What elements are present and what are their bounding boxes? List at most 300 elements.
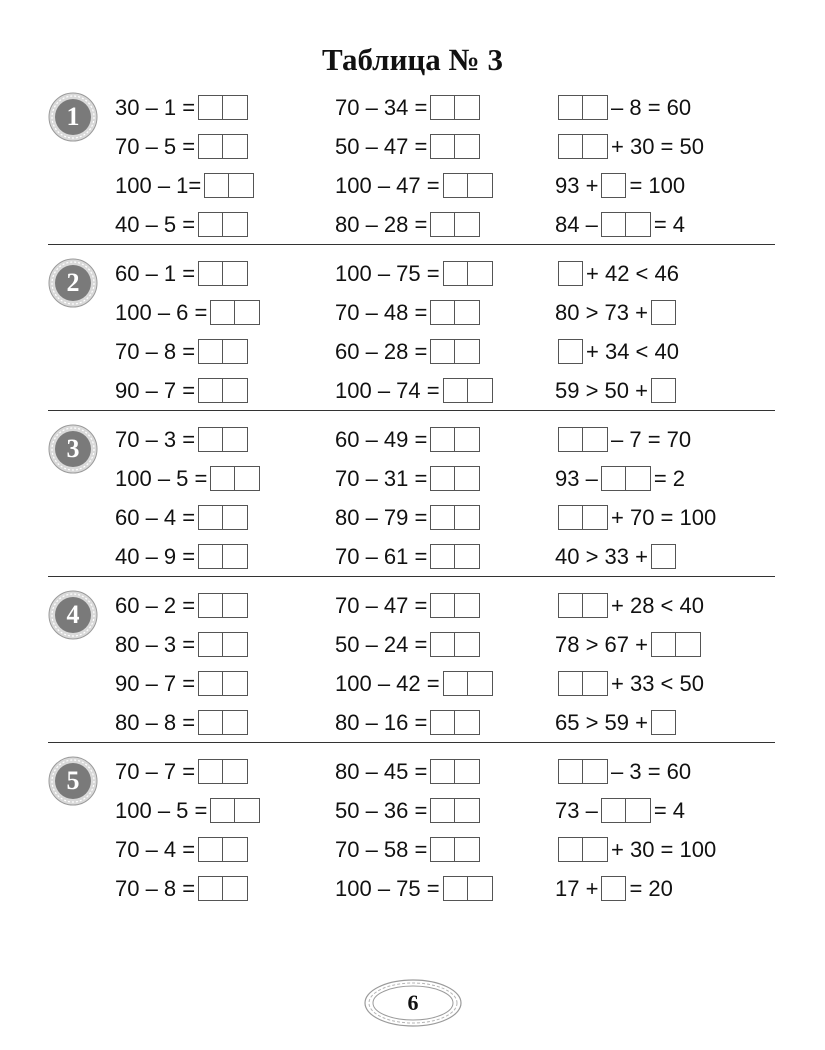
math-exercise [115, 586, 251, 625]
answer-box[interactable] [198, 261, 223, 286]
answer-box[interactable] [430, 759, 455, 784]
math-exercise [335, 625, 496, 664]
exercise-text: = 2 [653, 465, 686, 491]
exercise-section [0, 86, 825, 252]
answer-boxes[interactable] [430, 300, 480, 325]
math-exercise [555, 88, 704, 127]
answer-boxes[interactable] [430, 95, 480, 120]
answer-box[interactable] [558, 593, 583, 618]
answer-boxes[interactable] [430, 339, 480, 364]
answer-boxes[interactable] [430, 134, 480, 159]
answer-boxes[interactable] [558, 339, 583, 364]
exercise-text: 59 > 50 + [555, 377, 648, 403]
answer-box[interactable] [198, 876, 223, 901]
answer-boxes[interactable] [430, 759, 480, 784]
math-exercise [555, 254, 679, 293]
exercise-text: 80 > 73 + [555, 299, 648, 325]
answer-box[interactable] [626, 798, 651, 823]
answer-box[interactable] [583, 505, 608, 530]
answer-box[interactable] [235, 300, 260, 325]
answer-box[interactable] [198, 339, 223, 364]
answer-box[interactable] [223, 95, 248, 120]
exercise-column [555, 420, 716, 576]
math-exercise [555, 869, 716, 908]
exercise-text: + 42 < 46 [586, 260, 679, 286]
answer-boxes[interactable] [210, 300, 260, 325]
exercise-text: 60 – 2 = [115, 592, 196, 618]
answer-box[interactable] [455, 212, 480, 237]
answer-box[interactable] [601, 173, 626, 198]
answer-box[interactable] [430, 212, 455, 237]
answer-boxes[interactable] [601, 466, 651, 491]
answer-box[interactable] [443, 671, 468, 696]
section-divider [48, 576, 775, 577]
answer-boxes[interactable] [601, 798, 651, 823]
answer-box[interactable] [430, 632, 455, 657]
answer-box[interactable] [229, 173, 254, 198]
math-exercise [555, 459, 716, 498]
math-exercise [335, 830, 496, 869]
answer-boxes[interactable] [198, 505, 248, 530]
answer-box[interactable] [558, 427, 583, 452]
exercise-text: 40 > 33 + [555, 543, 648, 569]
math-exercise [335, 166, 496, 205]
exercise-text: – 7 = 70 [611, 426, 692, 452]
answer-boxes[interactable] [430, 710, 480, 735]
exercise-text: + 70 = 100 [611, 504, 717, 530]
answer-box[interactable] [558, 134, 583, 159]
answer-boxes[interactable] [430, 593, 480, 618]
answer-box[interactable] [583, 759, 608, 784]
exercise-text: 70 – 5 = [115, 133, 196, 159]
section-number: 2 [66, 268, 80, 297]
section-divider [48, 244, 775, 245]
exercise-text: 70 – 4 = [115, 836, 196, 862]
answer-box[interactable] [223, 378, 248, 403]
answer-box[interactable] [651, 632, 676, 657]
answer-boxes[interactable] [198, 134, 248, 159]
answer-box[interactable] [583, 427, 608, 452]
answer-boxes[interactable] [601, 173, 626, 198]
answer-box[interactable] [198, 544, 223, 569]
answer-box[interactable] [198, 759, 223, 784]
section-number: 4 [66, 600, 80, 629]
exercise-section [0, 252, 825, 418]
math-exercise [335, 205, 496, 244]
exercise-text: 90 – 7 = [115, 670, 196, 696]
answer-box[interactable] [626, 466, 651, 491]
exercise-text: 80 – 8 = [115, 709, 196, 735]
answer-box[interactable] [468, 261, 493, 286]
answer-box[interactable] [455, 798, 480, 823]
exercise-column [335, 88, 496, 244]
answer-boxes[interactable] [430, 427, 480, 452]
math-exercise [115, 625, 251, 664]
math-exercise [555, 166, 704, 205]
answer-box[interactable] [198, 671, 223, 696]
exercise-text: 70 – 47 = [335, 592, 428, 618]
answer-box[interactable] [601, 212, 626, 237]
math-exercise [335, 459, 483, 498]
math-exercise [555, 586, 704, 625]
answer-boxes[interactable] [651, 710, 676, 735]
answer-box[interactable] [455, 759, 480, 784]
exercise-column [115, 752, 263, 908]
answer-boxes[interactable] [558, 593, 608, 618]
math-exercise [115, 127, 257, 166]
exercise-column [115, 420, 263, 576]
answer-box[interactable] [468, 378, 493, 403]
exercise-text: 40 – 5 = [115, 211, 196, 237]
answer-box[interactable] [223, 544, 248, 569]
answer-box[interactable] [455, 837, 480, 862]
answer-box[interactable] [235, 798, 260, 823]
answer-boxes[interactable] [198, 544, 248, 569]
answer-boxes[interactable] [601, 212, 651, 237]
exercise-text: 73 – [555, 797, 598, 823]
math-exercise [115, 205, 257, 244]
answer-boxes[interactable] [443, 876, 493, 901]
math-exercise [335, 88, 496, 127]
exercise-column [555, 586, 704, 742]
answer-boxes[interactable] [601, 876, 626, 901]
page-number-badge [362, 977, 464, 1029]
answer-box[interactable] [223, 710, 248, 735]
answer-box[interactable] [430, 427, 455, 452]
answer-box[interactable] [601, 798, 626, 823]
answer-box[interactable] [558, 837, 583, 862]
exercise-text: 70 – 8 = [115, 338, 196, 364]
answer-boxes[interactable] [198, 378, 248, 403]
answer-box[interactable] [223, 505, 248, 530]
answer-boxes[interactable] [443, 261, 493, 286]
exercise-text: 70 – 58 = [335, 836, 428, 862]
answer-boxes[interactable] [198, 632, 248, 657]
answer-boxes[interactable] [558, 671, 608, 696]
answer-box[interactable] [235, 466, 260, 491]
math-exercise [555, 371, 679, 410]
answer-boxes[interactable] [210, 798, 260, 823]
answer-box[interactable] [558, 671, 583, 696]
answer-boxes[interactable] [558, 134, 608, 159]
math-exercise [555, 293, 679, 332]
answer-box[interactable] [198, 593, 223, 618]
answer-boxes[interactable] [430, 212, 480, 237]
math-exercise [335, 869, 496, 908]
exercise-text: 70 – 31 = [335, 465, 428, 491]
answer-box[interactable] [455, 95, 480, 120]
answer-boxes[interactable] [558, 261, 583, 286]
exercise-column [115, 586, 251, 742]
section-number-badge [48, 756, 98, 806]
math-exercise [555, 791, 716, 830]
answer-boxes[interactable] [651, 632, 701, 657]
exercise-text: + 33 < 50 [611, 670, 704, 696]
answer-box[interactable] [430, 339, 455, 364]
answer-box[interactable] [223, 339, 248, 364]
exercise-text: 70 – 7 = [115, 758, 196, 784]
answer-box[interactable] [198, 212, 223, 237]
answer-boxes[interactable] [651, 544, 676, 569]
answer-boxes[interactable] [430, 466, 480, 491]
answer-box[interactable] [210, 466, 235, 491]
answer-box[interactable] [223, 837, 248, 862]
answer-box[interactable] [455, 505, 480, 530]
exercise-column [335, 752, 496, 908]
answer-box[interactable] [210, 798, 235, 823]
exercise-text: 78 > 67 + [555, 631, 648, 657]
math-exercise [115, 166, 257, 205]
answer-boxes[interactable] [198, 671, 248, 696]
math-exercise [115, 830, 263, 869]
math-exercise [115, 371, 263, 410]
answer-box[interactable] [455, 339, 480, 364]
answer-box[interactable] [210, 300, 235, 325]
answer-box[interactable] [223, 876, 248, 901]
answer-boxes[interactable] [443, 378, 493, 403]
math-exercise [115, 752, 263, 791]
answer-box[interactable] [223, 593, 248, 618]
exercise-section [0, 584, 825, 750]
answer-box[interactable] [601, 466, 626, 491]
exercise-text: 80 – 28 = [335, 211, 428, 237]
answer-box[interactable] [443, 173, 468, 198]
answer-box[interactable] [223, 212, 248, 237]
exercise-text: 60 – 4 = [115, 504, 196, 530]
math-exercise [335, 791, 496, 830]
answer-boxes[interactable] [198, 710, 248, 735]
answer-boxes[interactable] [430, 837, 480, 862]
exercise-text: 65 > 59 + [555, 709, 648, 735]
answer-box[interactable] [583, 95, 608, 120]
answer-box[interactable] [468, 671, 493, 696]
exercise-text: 100 – 6 = [115, 299, 208, 325]
answer-box[interactable] [651, 710, 676, 735]
answer-boxes[interactable] [198, 876, 248, 901]
answer-box[interactable] [455, 134, 480, 159]
answer-boxes[interactable] [210, 466, 260, 491]
answer-boxes[interactable] [558, 505, 608, 530]
exercise-text: + 28 < 40 [611, 592, 704, 618]
section-number-badge [48, 424, 98, 474]
math-exercise [335, 664, 496, 703]
exercise-column [115, 254, 263, 410]
section-number-badge [48, 258, 98, 308]
exercise-text: 84 – [555, 211, 598, 237]
answer-box[interactable] [198, 505, 223, 530]
answer-box[interactable] [468, 876, 493, 901]
answer-box[interactable] [558, 505, 583, 530]
answer-box[interactable] [455, 710, 480, 735]
answer-box[interactable] [455, 427, 480, 452]
exercise-text: 70 – 48 = [335, 299, 428, 325]
math-exercise [115, 703, 251, 742]
exercise-text: = 4 [653, 211, 686, 237]
math-exercise [335, 586, 496, 625]
exercise-column [555, 88, 704, 244]
exercise-section [0, 750, 825, 916]
exercise-text: 50 – 47 = [335, 133, 428, 159]
answer-box[interactable] [601, 876, 626, 901]
answer-box[interactable] [651, 378, 676, 403]
answer-box[interactable] [198, 134, 223, 159]
exercise-text: 17 + [555, 875, 599, 901]
exercise-text: 40 – 9 = [115, 543, 196, 569]
answer-box[interactable] [558, 759, 583, 784]
answer-boxes[interactable] [430, 798, 480, 823]
exercise-text: 93 + [555, 172, 599, 198]
exercise-text: – 8 = 60 [611, 94, 692, 120]
answer-box[interactable] [430, 710, 455, 735]
exercise-column [115, 88, 257, 244]
exercise-text: 30 – 1 = [115, 94, 196, 120]
answer-boxes[interactable] [430, 544, 480, 569]
math-exercise [335, 420, 483, 459]
answer-boxes[interactable] [430, 632, 480, 657]
answer-boxes[interactable] [198, 593, 248, 618]
section-number-badge [48, 590, 98, 640]
answer-boxes[interactable] [558, 427, 608, 452]
answer-box[interactable] [198, 632, 223, 657]
exercise-text: 80 – 3 = [115, 631, 196, 657]
answer-box[interactable] [430, 505, 455, 530]
math-exercise [335, 703, 496, 742]
exercise-text: 100 – 74 = [335, 377, 440, 403]
answer-boxes[interactable] [430, 505, 480, 530]
answer-box[interactable] [583, 671, 608, 696]
math-exercise [555, 332, 679, 371]
answer-box[interactable] [198, 95, 223, 120]
answer-box[interactable] [676, 632, 701, 657]
exercise-text: 80 – 79 = [335, 504, 428, 530]
math-exercise [115, 420, 263, 459]
exercise-section [0, 418, 825, 584]
math-exercise [335, 537, 483, 576]
answer-box[interactable] [223, 632, 248, 657]
math-exercise [555, 703, 704, 742]
answer-boxes[interactable] [651, 300, 676, 325]
answer-boxes[interactable] [443, 671, 493, 696]
section-divider [48, 410, 775, 411]
exercise-column [555, 752, 716, 908]
answer-box[interactable] [443, 876, 468, 901]
answer-box[interactable] [198, 427, 223, 452]
exercise-text: 70 – 8 = [115, 875, 196, 901]
answer-box[interactable] [455, 593, 480, 618]
exercise-text: = 100 [629, 172, 686, 198]
math-exercise [115, 293, 263, 332]
math-exercise [555, 625, 704, 664]
answer-boxes[interactable] [198, 261, 248, 286]
answer-boxes[interactable] [198, 427, 248, 452]
answer-box[interactable] [430, 95, 455, 120]
page-number: 6 [407, 990, 419, 1015]
answer-box[interactable] [198, 378, 223, 403]
exercise-text: 50 – 36 = [335, 797, 428, 823]
answer-box[interactable] [651, 544, 676, 569]
answer-box[interactable] [626, 212, 651, 237]
answer-box[interactable] [583, 593, 608, 618]
math-exercise [555, 498, 716, 537]
answer-box[interactable] [430, 837, 455, 862]
answer-box[interactable] [223, 261, 248, 286]
math-exercise [555, 752, 716, 791]
math-exercise [115, 254, 263, 293]
answer-box[interactable] [583, 134, 608, 159]
section-divider [48, 742, 775, 743]
answer-box[interactable] [558, 95, 583, 120]
answer-boxes[interactable] [198, 212, 248, 237]
answer-box[interactable] [223, 134, 248, 159]
exercise-column [335, 420, 483, 576]
answer-box[interactable] [430, 466, 455, 491]
answer-box[interactable] [430, 593, 455, 618]
answer-boxes[interactable] [651, 378, 676, 403]
exercise-text: 60 – 1 = [115, 260, 196, 286]
answer-boxes[interactable] [558, 759, 608, 784]
math-exercise [335, 127, 496, 166]
exercise-text: – 3 = 60 [611, 758, 692, 784]
answer-boxes[interactable] [443, 173, 493, 198]
answer-box[interactable] [430, 798, 455, 823]
answer-box[interactable] [558, 261, 583, 286]
answer-box[interactable] [468, 173, 493, 198]
exercise-text: 70 – 3 = [115, 426, 196, 452]
answer-box[interactable] [430, 134, 455, 159]
exercise-text: 60 – 49 = [335, 426, 428, 452]
math-exercise [555, 664, 704, 703]
answer-box[interactable] [455, 544, 480, 569]
exercise-text: 93 – [555, 465, 598, 491]
answer-box[interactable] [430, 544, 455, 569]
answer-boxes[interactable] [558, 95, 608, 120]
answer-box[interactable] [223, 759, 248, 784]
answer-box[interactable] [223, 671, 248, 696]
section-number: 3 [66, 434, 80, 463]
exercise-text: 60 – 28 = [335, 338, 428, 364]
answer-boxes[interactable] [198, 339, 248, 364]
section-number-badge [48, 92, 98, 142]
answer-boxes[interactable] [558, 837, 608, 862]
answer-box[interactable] [443, 378, 468, 403]
math-exercise [335, 498, 483, 537]
answer-box[interactable] [198, 710, 223, 735]
answer-boxes[interactable] [198, 759, 248, 784]
math-exercise [115, 537, 263, 576]
answer-box[interactable] [198, 837, 223, 862]
answer-box[interactable] [223, 427, 248, 452]
answer-box[interactable] [443, 261, 468, 286]
answer-boxes[interactable] [204, 173, 254, 198]
math-exercise [335, 293, 496, 332]
answer-box[interactable] [204, 173, 229, 198]
exercise-text: 100 – 47 = [335, 172, 440, 198]
answer-boxes[interactable] [198, 837, 248, 862]
answer-box[interactable] [455, 632, 480, 657]
answer-boxes[interactable] [198, 95, 248, 120]
exercise-column [335, 586, 496, 742]
answer-box[interactable] [558, 339, 583, 364]
answer-box[interactable] [430, 300, 455, 325]
answer-box[interactable] [583, 837, 608, 862]
exercise-text: = 4 [653, 797, 686, 823]
answer-box[interactable] [455, 466, 480, 491]
math-exercise [555, 205, 704, 244]
answer-box[interactable] [651, 300, 676, 325]
answer-box[interactable] [455, 300, 480, 325]
math-exercise [335, 371, 496, 410]
exercise-text: 100 – 1= [115, 172, 202, 198]
